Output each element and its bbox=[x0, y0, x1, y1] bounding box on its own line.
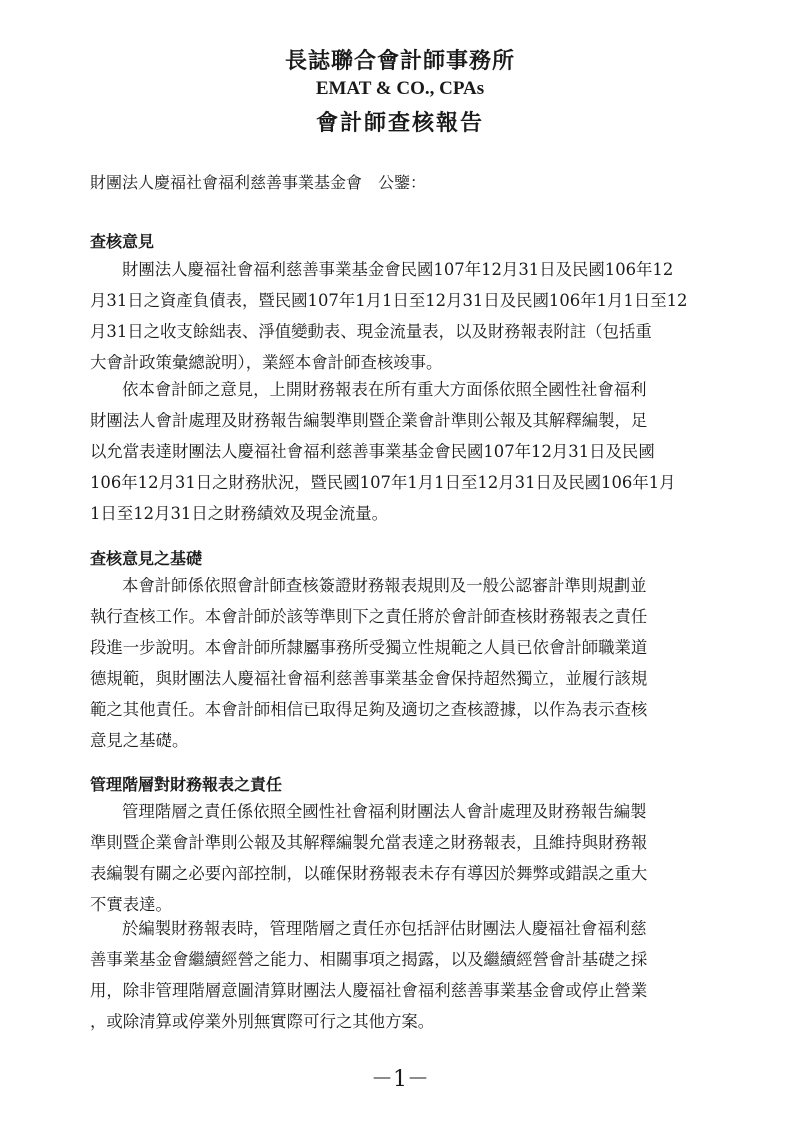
firm-name-chinese: 長誌聯合會計師事務所 bbox=[284, 48, 515, 74]
text-line: 以允當表達財團法人慶福社會福利慈善事業基金會民國107年12月31日及民國 bbox=[90, 442, 655, 461]
section-heading-management: 管理階層對財務報表之責任 bbox=[90, 775, 283, 794]
text-line: 月31日之資產負債表，暨民國107年1月1日至12月31日及民國106年1月1日至12 bbox=[90, 291, 688, 310]
text-line: 本會計師係依照會計師查核簽證財務報表規則及一般公認審計準則規劃並 bbox=[122, 576, 647, 595]
text-line: ，或除清算或停業外別無實際可行之其他方案。 bbox=[90, 1012, 435, 1031]
text-line: 不實表達。 bbox=[90, 895, 172, 914]
section-heading-basis: 查核意見之基礎 bbox=[90, 549, 203, 568]
text-line: 用，除非管理階層意圖清算財團法人慶福社會福利慈善事業基金會或停止營業 bbox=[90, 981, 648, 1000]
text-line: 財團法人慶福社會福利慈善事業基金會民國107年12月31日及民國106年12 bbox=[122, 260, 674, 279]
opinion-paragraph-1 bbox=[90, 254, 730, 378]
text-line: 段進一步說明。本會計師所隸屬事務所受獨立性規範之人員已依會計師職業道 bbox=[90, 638, 648, 657]
text-line: 執行查核工作。本會計師於該等準則下之責任將於會計師查核財務報表之責任 bbox=[90, 607, 648, 626]
firm-name-english: EMAT & CO., CPAs bbox=[315, 78, 485, 99]
text-line: 準則暨企業會計準則公報及其解釋編製允當表達之財務報表，且維持與財務報 bbox=[90, 833, 648, 852]
text-line: 依本會計師之意見，上開財務報表在所有重大方面係依照全國性社會福利 bbox=[122, 380, 647, 399]
text-line: 範之其他責任。本會計師相信已取得足夠及適切之查核證據，以作為表示查核 bbox=[90, 700, 648, 719]
text-line: 善事業基金會繼續經營之能力、相關事項之揭露，以及繼續經營會計基礎之採 bbox=[90, 950, 648, 969]
opinion-paragraph-2 bbox=[90, 374, 730, 529]
text-line: 月31日之收支餘絀表、淨值變動表、現金流量表，以及財務報表附註（包括重 bbox=[90, 322, 652, 341]
basis-paragraph bbox=[90, 570, 730, 756]
text-line: 表編製有關之必要內部控制，以確保財務報表未存有導因於舞弊或錯誤之重大 bbox=[90, 864, 648, 883]
text-line: 財團法人會計處理及財務報告編製準則暨企業會計準則公報及其解釋編製，足 bbox=[90, 411, 648, 430]
text-line: 意見之基礎。 bbox=[90, 731, 189, 750]
text-line: 1日至12月31日之財務績效及現金流量。 bbox=[90, 504, 388, 523]
text-line: 德規範，與財團法人慶福社會福利慈善事業基金會保持超然獨立，並履行該規 bbox=[90, 669, 648, 688]
management-paragraph-2 bbox=[90, 913, 730, 1037]
page-number: －1－ bbox=[371, 1067, 429, 1092]
report-title: 會計師查核報告 bbox=[315, 110, 484, 136]
addressee: 財團法人慶福社會福利慈善事業基金會 公鑒： bbox=[90, 173, 427, 192]
text-line: 於編製財務報表時，管理階層之責任亦包括評估財團法人慶福社會福利慈 bbox=[122, 919, 647, 938]
text-line: 管理階層之責任係依照全國性社會福利財團法人會計處理及財務報告編製 bbox=[122, 802, 647, 821]
management-paragraph-1 bbox=[90, 796, 730, 920]
text-line: 大會計政策彙總說明），業經本會計師查核竣事。 bbox=[90, 353, 443, 372]
text-line: 106年12月31日之財務狀況，暨民國107年1月1日至12月31日及民國106年1月 bbox=[90, 473, 676, 492]
section-heading-opinion: 查核意見 bbox=[90, 232, 155, 251]
